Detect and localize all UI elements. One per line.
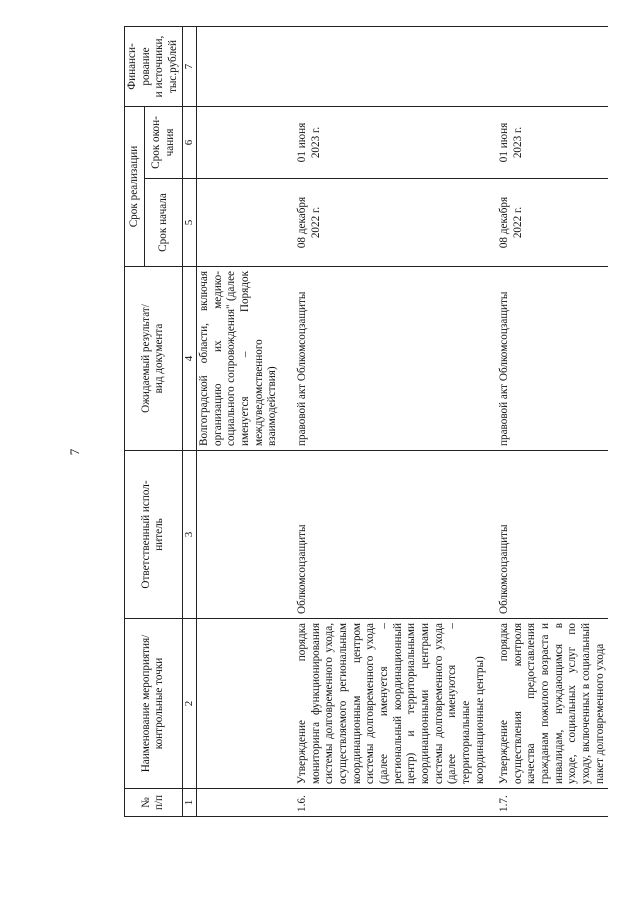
column-number: 7 xyxy=(182,27,196,107)
row-end xyxy=(197,107,288,179)
column-number: 1 xyxy=(182,789,196,817)
row-start xyxy=(197,179,288,267)
row-start: 08 декабря 2022 г. xyxy=(488,179,608,267)
header-start: Срок начала xyxy=(145,179,182,267)
row-end: 01 июня 2023 г. xyxy=(488,107,608,179)
table-row xyxy=(288,27,488,817)
column-number: 6 xyxy=(182,107,196,179)
row-end: 01 июня 2023 г. xyxy=(288,107,488,179)
plan-table xyxy=(124,26,608,817)
column-number: 2 xyxy=(182,619,196,789)
header-period: Срок реализации xyxy=(125,107,145,267)
row-num xyxy=(197,789,288,817)
row-responsible: Облкомсоцзащиты xyxy=(488,451,608,619)
row-result: Волгоградской области, включая организацию их медико-социального сопровождения" (далее именуется – Порядок междуведомственного взаимодействия) xyxy=(197,267,288,451)
column-number: 4 xyxy=(182,267,196,451)
table-row xyxy=(488,27,608,817)
rotated-table-container xyxy=(124,27,629,817)
header-result: Ожидаемый результат/ вид документа xyxy=(125,267,183,451)
row-finance xyxy=(197,27,288,107)
header-num: № п/п xyxy=(125,789,183,817)
row-finance xyxy=(288,27,488,107)
column-number: 5 xyxy=(182,179,196,267)
table-row xyxy=(197,27,288,817)
row-num: 1.6. xyxy=(288,789,488,817)
row-name xyxy=(197,619,288,789)
row-num: 1.7. xyxy=(488,789,608,817)
row-finance xyxy=(488,27,608,107)
row-result: правовой акт Облкомсоцзащиты xyxy=(488,267,608,451)
row-responsible xyxy=(197,451,288,619)
row-name: Утверждение порядка мониторинга функционирования системы долговременного ухода, осуществляемого региональным координационным центром системы долговременного ухода (далее именуется – региональный координационный центр) и территориальными координационными центрами системы долговременного ухода (далее именуются – территориальные координационные центры) xyxy=(288,619,488,789)
header-end: Срок окон- чания xyxy=(145,107,182,179)
row-name: Утверждение порядка осуществления контроля качества предоставления гражданам пожилого возраста и инвалидам, нуждающимся в уходе, социальных услуг по уходу, включенных в социальный пакет долговременного ухода xyxy=(488,619,608,789)
column-number: 3 xyxy=(182,451,196,619)
row-result: правовой акт Облкомсоцзащиты xyxy=(288,267,488,451)
column-numbers-row xyxy=(182,27,196,817)
row-responsible: Облкомсоцзащиты xyxy=(288,451,488,619)
page-number: 7 xyxy=(67,448,82,456)
header-responsible: Ответственный испол- нитель xyxy=(125,451,183,619)
row-start: 08 декабря 2022 г. xyxy=(288,179,488,267)
header-name: Наименование мероприятия/ контрольные точки xyxy=(125,619,183,789)
header-finance: Финанси- рование и источники, тыс.рублей xyxy=(125,27,183,107)
header-row xyxy=(125,27,145,817)
